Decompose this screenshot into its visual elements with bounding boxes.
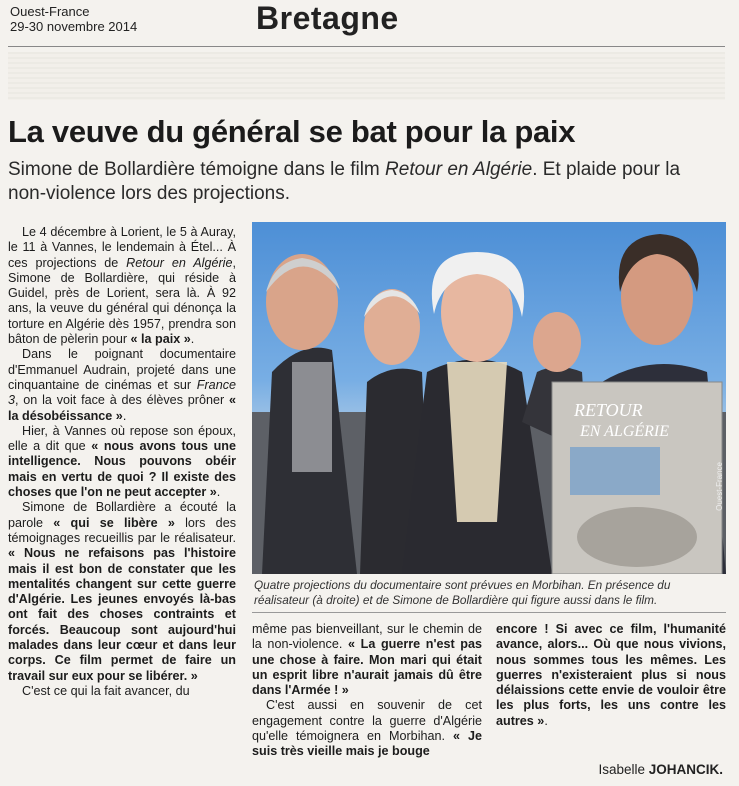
publication-name: Ouest-France [10,4,90,19]
paragraph: encore ! Si avec ce film, l'humanité avance, alors... Où que nous vivions, nous sommes tous les mêmes. Les guerres n'existeraient plus si nous délaissions cette envie de vouloir être les plus forts, les uns contre les autres ». [496,622,726,728]
photo-caption: Quatre projections du documentaire sont prévues en Morbihan. En présence du réalisateur (à droite) et de Simone de Bollardière qui figure aussi dans le film. [254,578,671,607]
column-2 [252,622,482,760]
person-left-face [266,254,338,350]
dek [8,158,708,206]
photo-credit: Ouest-France [715,462,724,511]
dek-film-title: Retour en Algérie [385,159,533,180]
column-1 [8,225,236,699]
section-title: Bretagne [256,0,399,36]
poster-image [570,447,660,495]
header-divider [8,46,725,47]
film-poster [552,382,722,574]
paragraph: Hier, à Vannes où repose son époux, elle a dit que « nous avons tous une intelligence. Nous pouvons obéir mais en vertu de quoi ? Il existe des choses que l'on ne peut accepter ». [8,423,236,500]
caption-divider [252,612,726,613]
bleed-through-band [8,52,725,100]
paragraph: Dans le poignant documentaire d'Emmanuel Audrain, projeté dans une cinquantaine de cinémas et sur France 3, on la voit face à des élèves prôner « la désobéissance ». [8,347,236,423]
column-3 [496,622,726,729]
person-4-face [533,312,581,372]
woman-scarf [447,362,507,522]
paragraph: C'est ce qui la fait avancer, du [22,683,190,698]
paragraph: Simone de Bollardière a écouté la parole « qui se libère » lors des témoignages recueillis par le réalisateur. « Nous ne refaisons pas l'histoire mais il est bon de constater que les mentalités changent sur cette guerre d'Algérie. Les jeunes envoyés là-bas ont fait des choses contraints et forcés. Beaucoup sont aujourd'hui malades dans leur cœur et dans leur corps. Ce film permet de faire un travail sur eux pour se libérer. » [8,500,236,683]
photo-illustration [252,222,726,574]
poster-title-2: EN ALGÉRIE [580,423,670,440]
masthead [10,4,137,34]
person-left-sweater [292,362,332,472]
headline: La veuve du général se bat pour la paix [8,114,576,149]
poster-title-1: RETOUR [574,400,643,420]
paragraph: C'est aussi en souvenir de cet engagement contre la guerre d'Algérie qu'elle témoignera en Morbihan. « Je suis très vieille mais je bouge [252,698,483,759]
poster-face [577,507,697,567]
publication-date: 29-30 novembre 2014 [10,19,138,34]
paragraph: Le 4 décembre à Lorient, le 5 à Auray, le 11 à Vannes, le lendemain à Étel... À ces projections de Retour en Algérie, Simone de Bollardière, qui réside à Guidel, près de Lorient, sera là. À 92 ans, la veuve du général qui dénonça la torture en Algérie dès 1957, prendra son bâton de pèlerin pour « la paix ». [8,225,236,347]
author-signature: Isabelle JOHANCIK. [598,762,723,777]
article-photo [252,222,726,574]
dek-text-2: . Et plaide pour la non-violence lors des projections. [8,159,681,204]
dek-text-1: Simone de Bollardière témoigne dans le film [8,159,386,180]
paragraph: même pas bienveillant, sur le chemin de la non-violence. « La guerre n'est pas une chose à faire. Mon mari qui était un esprit libre n'aurait jamais dû être dans l'Armée ! » [252,622,482,698]
